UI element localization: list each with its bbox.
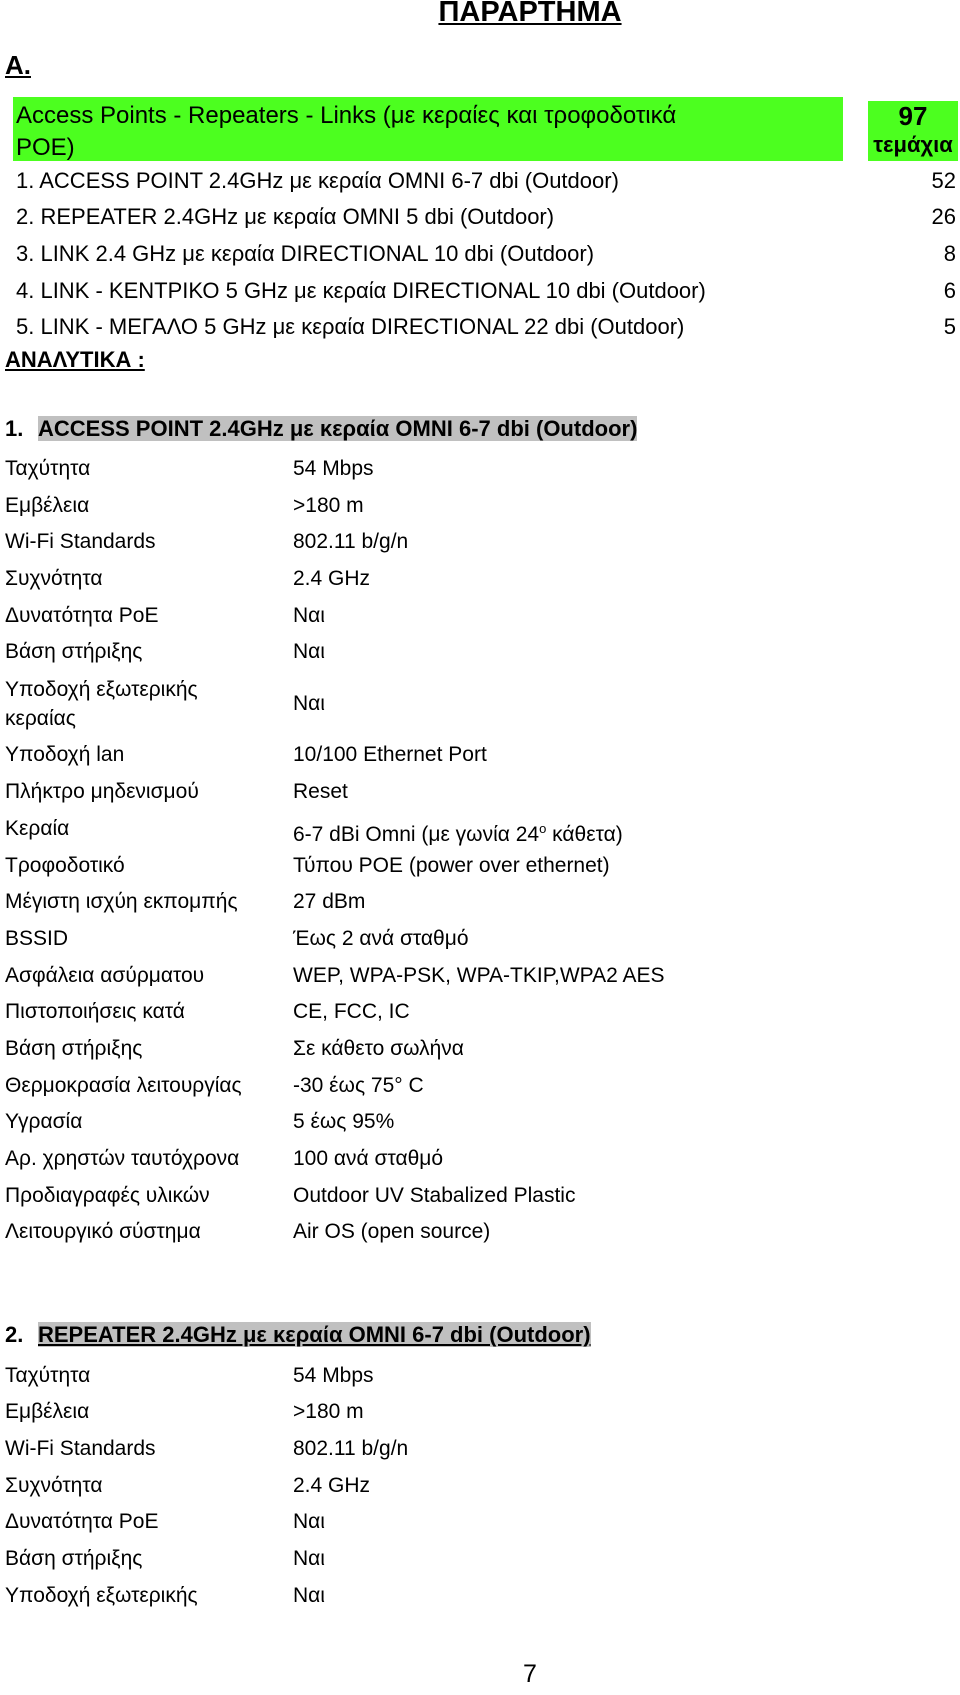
spec-value: Ναι (293, 1510, 325, 1533)
summary-item-qty: 26 (931, 204, 956, 229)
spec-label: Υποδοχή lan (5, 743, 125, 766)
spec-value: 2.4 GHz (293, 1474, 371, 1497)
spec-label: Υποδοχή εξωτερικής (5, 1584, 198, 1607)
spec-value: Ναι (293, 1584, 325, 1607)
spec-label: Βάση στήριξης (5, 640, 143, 663)
spec-label: Πιστοποιήσεις κατά (5, 1000, 185, 1023)
spec-value: Τύπου POE (power over ethernet) (293, 854, 610, 877)
spec-label-line2: κεραίας (5, 707, 76, 730)
spec-label: Προδιαγραφές υλικών (5, 1184, 210, 1207)
total-count-box (868, 101, 958, 161)
antenna-value-after: κάθετα) (546, 823, 623, 846)
spec-value: Έως 2 ανά σταθμό (293, 927, 469, 950)
summary-item-label: 5. LINK - ΜΕΓΑΛΟ 5 GHz με κεραία DIRECTIONAL 22 dbi (Outdoor) (16, 314, 685, 339)
section2-number: 2. (5, 1322, 24, 1347)
total-count: 97 (898, 101, 928, 131)
spec-label: Wi-Fi Standards (5, 530, 156, 553)
spec-label: Δυνατότητα PoE (5, 604, 159, 627)
spec-label: Συχνότητα (5, 1474, 103, 1497)
spec-value: 802.11 b/g/n (293, 1437, 409, 1460)
spec-label: Δυνατότητα PoE (5, 1510, 159, 1533)
section1-title: ACCESS POINT 2.4GHz με κεραία OMNI 6-7 dbi (Outdoor) (38, 416, 638, 441)
degree-sup: ο (539, 821, 547, 836)
spec-value: 2.4 GHz (293, 567, 371, 590)
details-heading: ΑΝΑΛΥΤΙΚΑ : (5, 347, 145, 372)
summary-heading-line2: POE) (16, 134, 75, 161)
spec-label: Ταχύτητα (5, 1364, 91, 1387)
summary-item-qty: 5 (943, 314, 956, 339)
section2-heading (5, 1322, 591, 1348)
section1-heading (5, 416, 637, 442)
summary-heading-line1: Access Points - Repeaters - Links (με κεραίες και τροφοδοτικά (16, 102, 677, 129)
spec-value: >180 m (293, 494, 364, 517)
spec-value: Reset (293, 780, 348, 803)
spec-label: Θερμοκρασία λειτουργίας (5, 1074, 242, 1097)
spec-value: Ναι (293, 604, 325, 627)
summary-item-label: 3. LINK 2.4 GHz με κεραία DIRECTIONAL 10 dbi (Outdoor) (16, 241, 595, 266)
summary-item-qty: 52 (931, 168, 956, 193)
spec-value: 5 έως 95% (293, 1110, 395, 1133)
section2-title: REPEATER 2.4GHz με κεραία OMNI 6-7 dbi (Outdoor) (38, 1322, 591, 1347)
page-title: ΠΑΡΑΡΤΗΜΑ (438, 0, 622, 28)
spec-value: CE, FCC, IC (293, 1000, 410, 1023)
spec-label: Κεραία (5, 817, 70, 840)
spec-value: 54 Mbps (293, 457, 374, 480)
spec-value: -30 έως 75° C (293, 1074, 424, 1097)
section1-number: 1. (5, 416, 24, 441)
spec-label: BSSID (5, 927, 69, 950)
page-number: 7 (523, 1660, 537, 1688)
spec-value: 54 Mbps (293, 1364, 374, 1387)
spec-value: 10/100 Ethernet Port (293, 743, 487, 766)
spec-label: Wi-Fi Standards (5, 1437, 156, 1460)
spec-label: Αρ. χρηστών ταυτόχρονα (5, 1147, 240, 1170)
spec-label: Συχνότητα (5, 567, 103, 590)
spec-label: Βάση στήριξης (5, 1547, 143, 1570)
summary-item-label: 2. REPEATER 2.4GHz με κεραία OMNI 5 dbi (Outdoor) (16, 204, 555, 229)
spec-value: 27 dBm (293, 890, 366, 913)
spec-value: WEP, WPA-PSK, WPA-TKIP,WPA2 AES (293, 964, 665, 987)
spec-label: Λειτουργικό σύστημα (5, 1220, 201, 1243)
spec-label: Εμβέλεια (5, 494, 90, 517)
spec-value: Air OS (open source) (293, 1220, 491, 1243)
summary-item (16, 314, 956, 340)
spec-label: Πλήκτρο μηδενισμού (5, 780, 199, 803)
spec-label: Μέγιστη ισχύη εκπομπής (5, 890, 238, 913)
summary-item-qty: 6 (943, 278, 956, 303)
spec-value: >180 m (293, 1400, 364, 1423)
count-unit: τεμάχια (873, 132, 953, 157)
summary-item (16, 168, 956, 194)
spec-label: Υποδοχή εξωτερικής (5, 678, 198, 701)
summary-item-label: 4. LINK - ΚΕΝΤΡΙΚΟ 5 GHz με κεραία DIRECTIONAL 10 dbi (Outdoor) (16, 278, 706, 303)
spec-value: Σε κάθετο σωλήνα (293, 1037, 464, 1060)
spec-label: Υγρασία (5, 1110, 83, 1133)
spec-value: 100 ανά σταθμό (293, 1147, 444, 1170)
summary-item (16, 241, 956, 267)
spec-label: Ταχύτητα (5, 457, 91, 480)
spec-label: Τροφοδοτικό (5, 854, 125, 877)
spec-value: Outdoor UV Stabalized Plastic (293, 1184, 576, 1207)
summary-item (16, 278, 956, 304)
spec-value: Ναι (293, 1547, 325, 1570)
spec-label: Εμβέλεια (5, 1400, 90, 1423)
spec-value: Ναι (293, 692, 325, 715)
summary-item-qty: 8 (943, 241, 956, 266)
spec-value (293, 814, 623, 849)
section-letter: Α. (5, 50, 31, 80)
spec-value: Ναι (293, 640, 325, 663)
spec-value: 802.11 b/g/n (293, 530, 409, 553)
summary-item-label: 1. ACCESS POINT 2.4GHz με κεραία OMNI 6-7 dbi (Outdoor) (16, 168, 619, 193)
spec-label: Βάση στήριξης (5, 1037, 143, 1060)
spec-label: Ασφάλεια ασύρματου (5, 964, 205, 987)
antenna-value: 6-7 dBi Omni (με γωνία 24 (293, 823, 540, 846)
summary-item (16, 204, 956, 230)
